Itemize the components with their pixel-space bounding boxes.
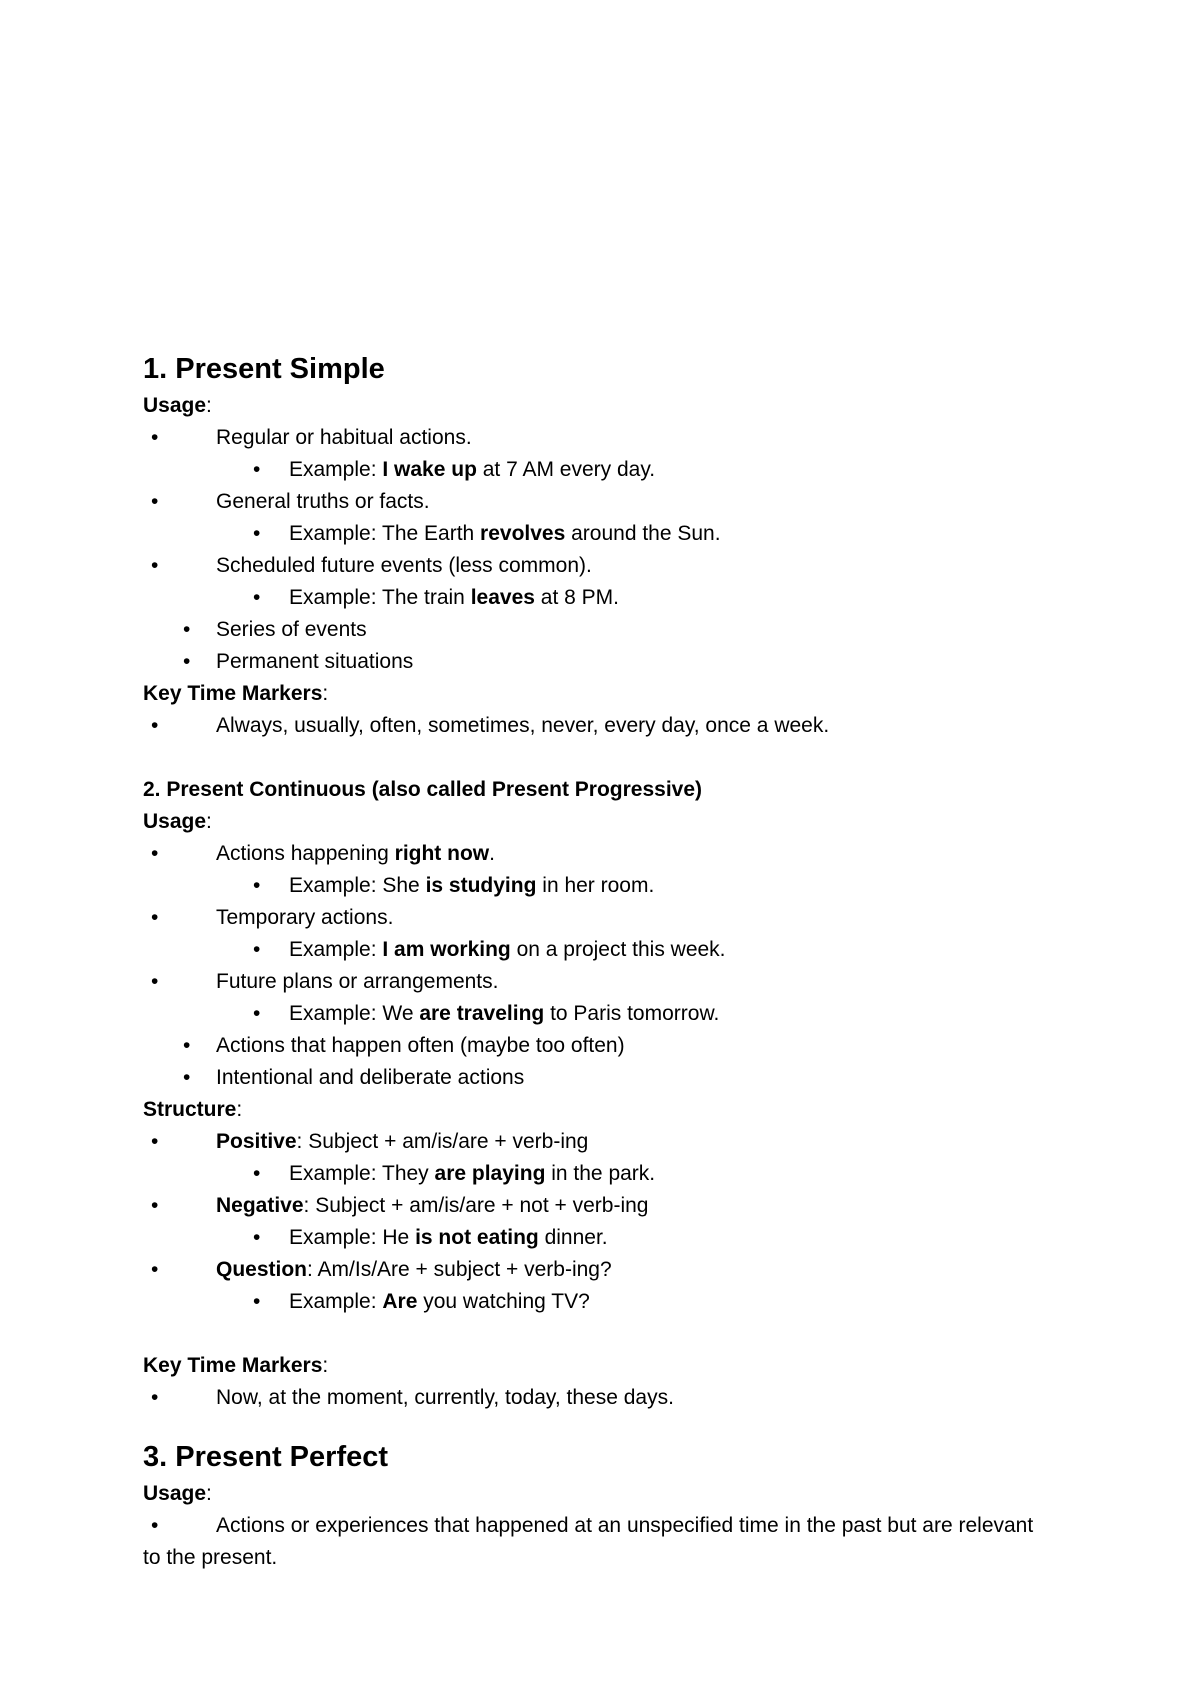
bullet-icon: • — [151, 1130, 159, 1153]
bullet-icon: • — [183, 1066, 191, 1089]
section-heading-present-continuous: 2. Present Continuous (also called Present Progressive) — [143, 778, 703, 801]
key-time-markers-label: Key Time Markers: — [143, 682, 329, 705]
bullet-icon: • — [151, 1386, 159, 1409]
list-item-text: Negative: Subject + am/is/are + not + verb-ing — [216, 1194, 649, 1217]
list-item — [143, 1382, 1063, 1414]
key-time-markers-label: Key Time Markers: — [143, 1354, 329, 1377]
list-item-text: Series of events — [216, 618, 367, 641]
bullet-icon: • — [183, 618, 191, 641]
spacer — [143, 742, 1063, 774]
bullet-icon: • — [253, 874, 261, 897]
example-text: Example: He is not eating dinner. — [289, 1226, 608, 1249]
example-text: Example: Are you watching TV? — [289, 1290, 590, 1313]
list-item — [143, 646, 1063, 678]
example-text: Example: We are traveling to Paris tomorrow. — [289, 1002, 720, 1025]
list-item — [143, 710, 1063, 742]
list-item — [143, 486, 1063, 518]
spacer — [143, 1318, 1063, 1350]
bullet-icon: • — [183, 1034, 191, 1057]
list-item — [143, 902, 1063, 934]
bullet-icon: • — [151, 490, 159, 513]
example-item — [143, 934, 1063, 966]
colon: : — [206, 394, 212, 417]
bullet-icon: • — [151, 842, 159, 865]
list-item-text: Actions happening right now. — [216, 842, 495, 865]
example-item — [143, 1286, 1063, 1318]
list-item-text: Question: Am/Is/Are + subject + verb-ing? — [216, 1258, 612, 1281]
list-item — [143, 1190, 1063, 1222]
list-item-text: Actions or experiences that happened at an unspecified time in the past but are relevant to the present. — [143, 1514, 1034, 1569]
bullet-icon: • — [253, 458, 261, 481]
example-item — [143, 870, 1063, 902]
list-item-text: Intentional and deliberate actions — [216, 1066, 525, 1089]
bullet-icon: • — [183, 650, 191, 673]
list-item — [143, 1510, 1043, 1574]
structure-label: Structure: — [143, 1098, 243, 1121]
list-item-text: Regular or habitual actions. — [216, 426, 472, 449]
list-item — [143, 966, 1063, 998]
document-content — [143, 348, 1063, 1574]
list-item-text: Positive: Subject + am/is/are + verb-ing — [216, 1130, 589, 1153]
usage-label: Usage: — [143, 1482, 212, 1505]
example-text: Example: They are playing in the park. — [289, 1162, 656, 1185]
list-item-text: Actions that happen often (maybe too often) — [216, 1034, 625, 1057]
example-text: Example: She is studying in her room. — [289, 874, 655, 897]
example-text: Example: I am working on a project this week. — [289, 938, 726, 961]
example-item — [143, 1158, 1063, 1190]
bullet-icon: • — [151, 714, 159, 737]
example-item — [143, 1222, 1063, 1254]
list-item — [143, 1062, 1063, 1094]
list-item-text: Permanent situations — [216, 650, 414, 673]
bullet-icon: • — [151, 1258, 159, 1281]
example-text: Example: The Earth revolves around the Sun. — [289, 522, 721, 545]
list-item-text: Future plans or arrangements. — [216, 970, 499, 993]
list-item — [143, 838, 1063, 870]
bullet-icon: • — [151, 554, 159, 577]
list-item-text: Now, at the moment, currently, today, these days. — [216, 1386, 674, 1409]
list-item — [143, 1126, 1063, 1158]
list-item — [143, 1030, 1063, 1062]
list-item-text: Always, usually, often, sometimes, never, every day, once a week. — [216, 714, 830, 737]
list-item-text: Temporary actions. — [216, 906, 394, 929]
section-heading-present-perfect: 3. Present Perfect — [143, 1441, 389, 1473]
bullet-icon: • — [253, 938, 261, 961]
section-heading-present-simple: 1. Present Simple — [143, 353, 385, 385]
list-item — [143, 614, 1063, 646]
bullet-icon: • — [253, 586, 261, 609]
example-text: Example: I wake up at 7 AM every day. — [289, 458, 656, 481]
list-item — [143, 422, 1063, 454]
bullet-icon: • — [253, 522, 261, 545]
list-item-text: Scheduled future events (less common). — [216, 554, 592, 577]
bullet-icon: • — [253, 1002, 261, 1025]
list-item-text: General truths or facts. — [216, 490, 430, 513]
example-item — [143, 518, 1063, 550]
example-item — [143, 998, 1063, 1030]
bullet-icon: • — [151, 1194, 159, 1217]
usage-label: Usage: — [143, 810, 212, 833]
list-item — [143, 550, 1063, 582]
bullet-icon: • — [151, 906, 159, 929]
usage-label-text: Usage — [143, 394, 207, 417]
bullet-icon: • — [253, 1162, 261, 1185]
list-item — [143, 1254, 1063, 1286]
bullet-icon: • — [151, 970, 159, 993]
bullet-icon: • — [253, 1226, 261, 1249]
spacer — [143, 1414, 1063, 1436]
example-item — [143, 454, 1063, 486]
bullet-icon: • — [253, 1290, 261, 1313]
usage-label — [143, 390, 1063, 422]
example-text: Example: The train leaves at 8 PM. — [289, 586, 619, 609]
bullet-icon: • — [151, 426, 159, 449]
example-item — [143, 582, 1063, 614]
bullet-icon: • — [151, 1514, 159, 1537]
